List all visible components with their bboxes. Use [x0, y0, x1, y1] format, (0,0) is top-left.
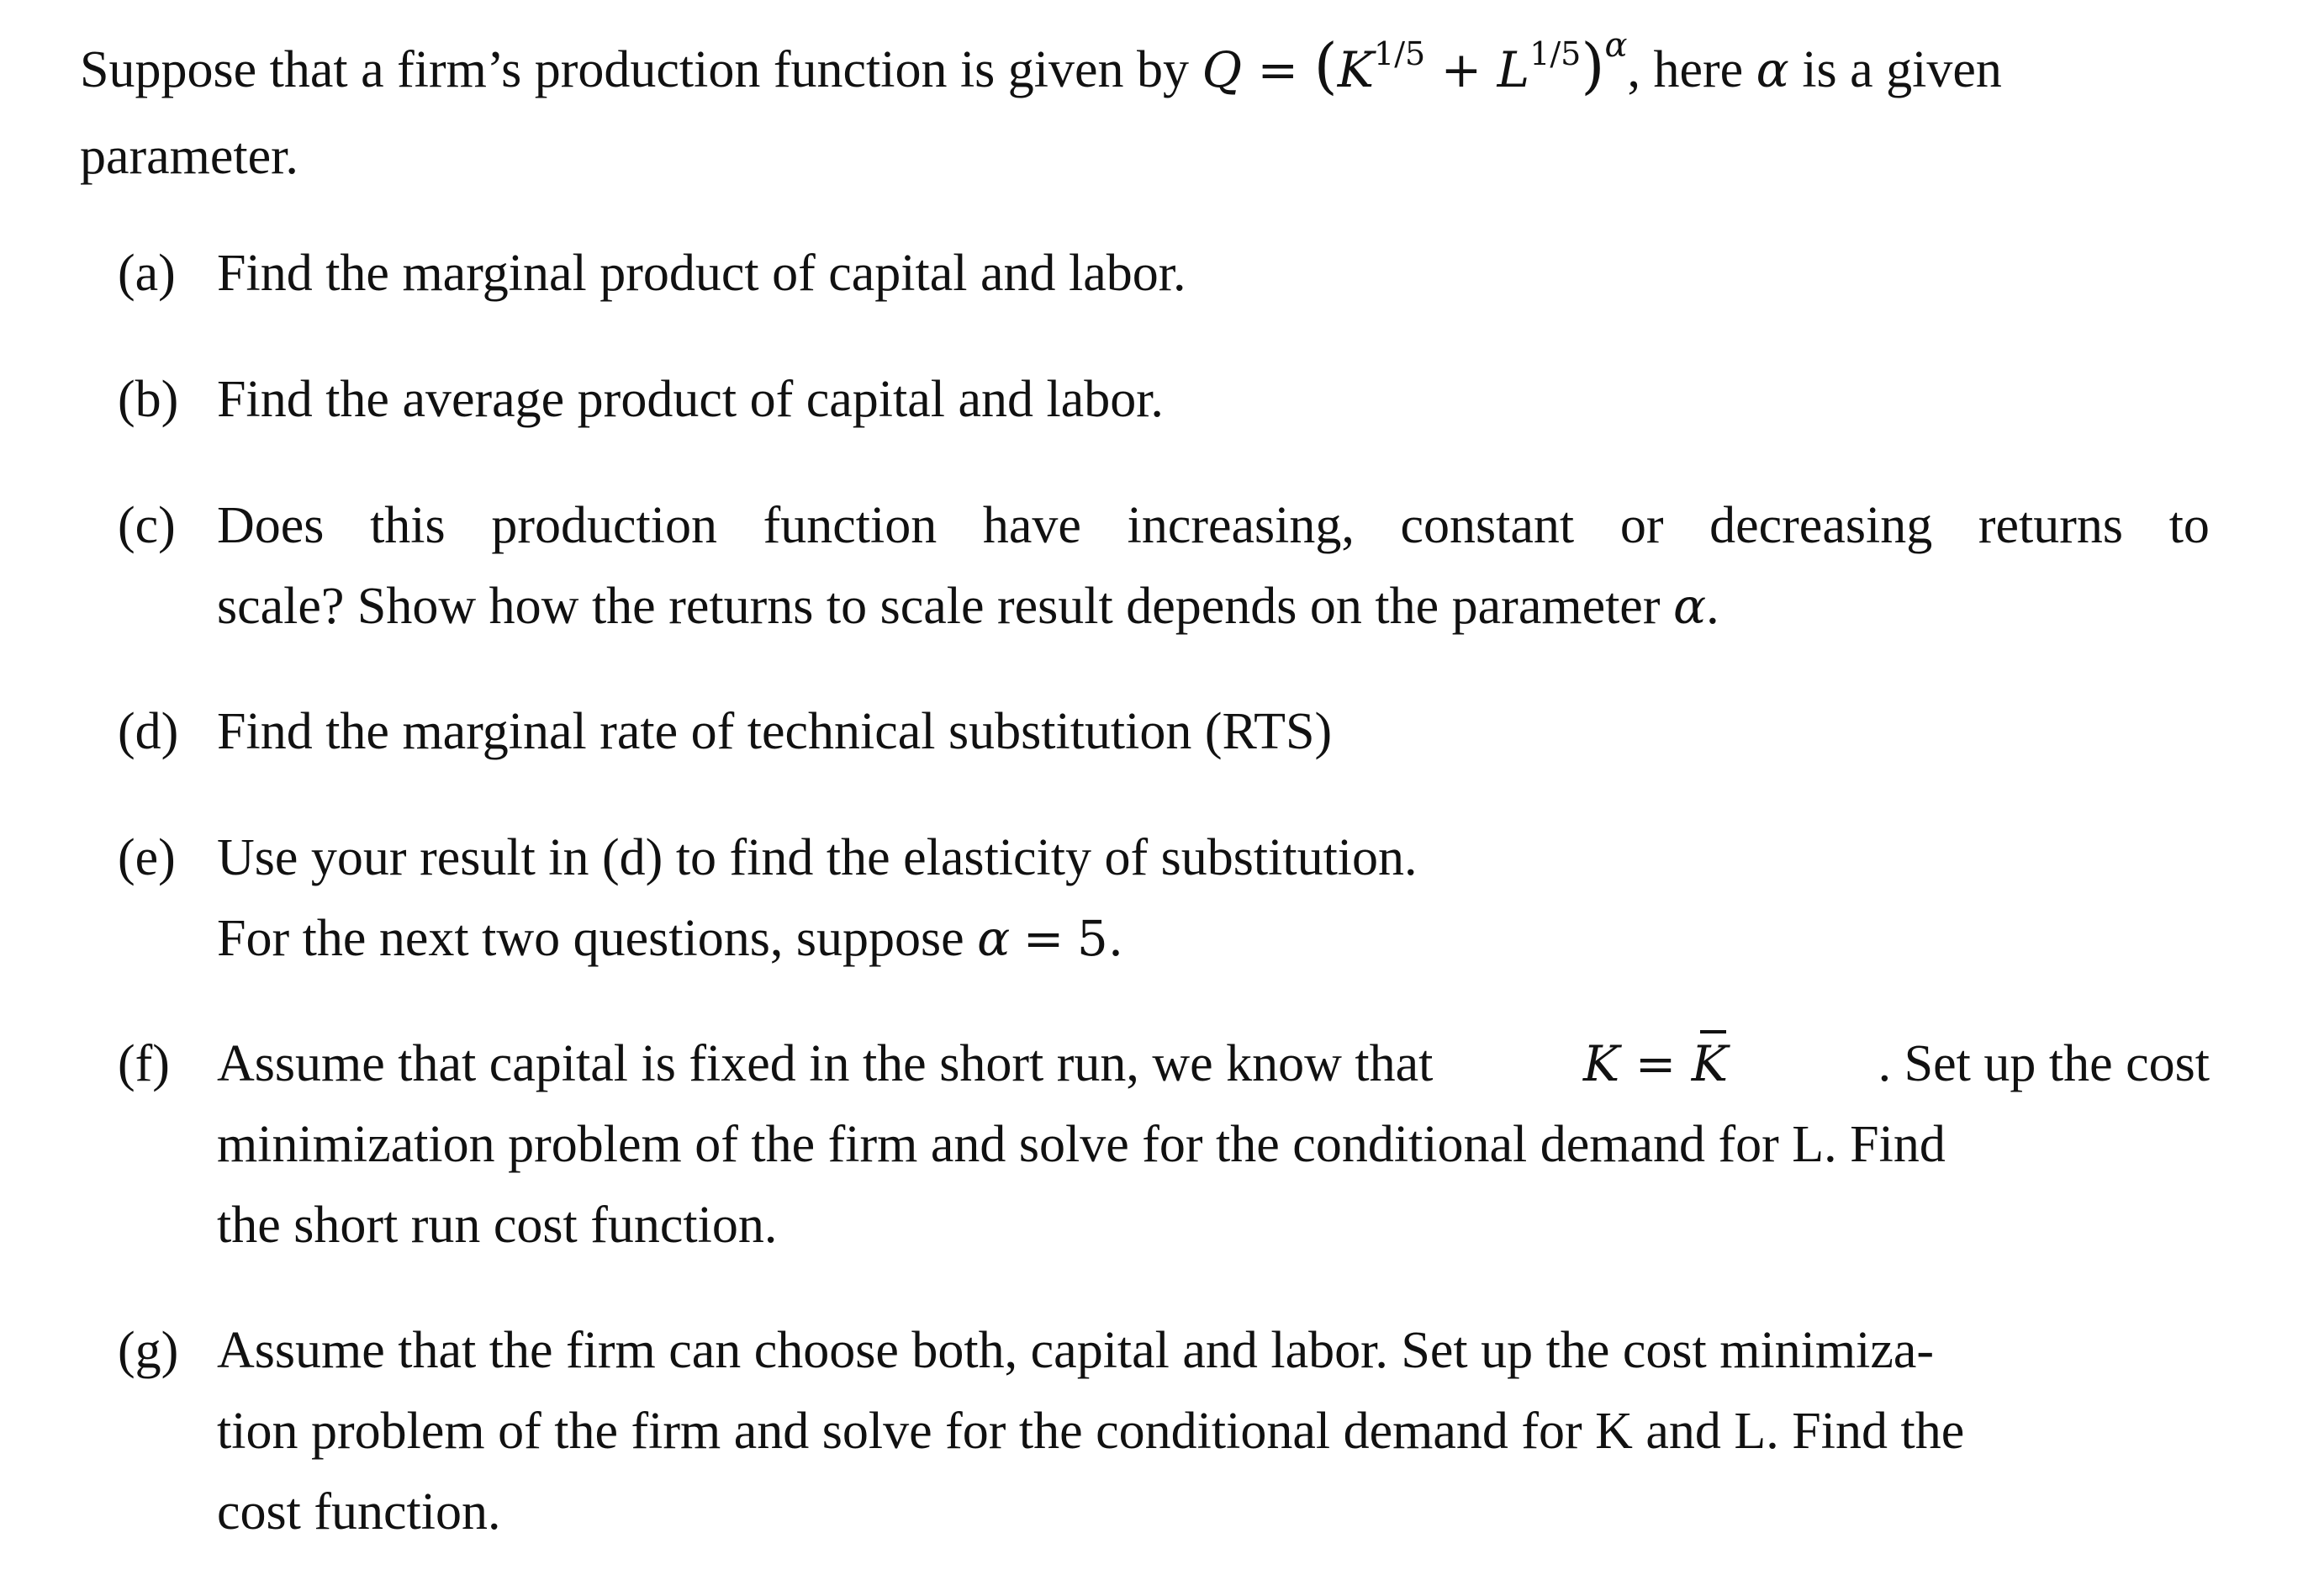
problem-intro	[80, 25, 2216, 197]
production-function-formula: $Q = (K^{1/5} + L^{1/5})^\alpha$	[1202, 26, 1628, 101]
alpha-symbol: α	[1756, 41, 1789, 98]
question-text-line-1: Assume that the firm can choose both, capital and labor. Set up the cost minimiza-	[217, 1322, 1935, 1379]
question-label: (c)	[118, 497, 176, 554]
question-text-line-1: Does this production function have increasing, constant or decreasing returns to	[217, 497, 2210, 554]
question-label: (b)	[118, 371, 179, 428]
fixed-capital-formula: K = K	[1583, 1023, 1728, 1104]
intro-text: Suppose that a firm’s production function is given by	[80, 41, 1190, 98]
intro-line-1: Suppose that a firm’s production function is given by $Q = (K^{1/5} + L^{1/5})^\alpha$, here α is a given	[80, 26, 2002, 101]
question-text-line-3: the short run cost function.	[217, 1197, 778, 1254]
question-label: (g)	[118, 1322, 179, 1379]
intro-line-2: parameter.	[80, 128, 298, 185]
question-text-line-1: Assume that capital is fixed in the short run, we know that K = K . Set up the cost	[217, 1023, 2210, 1104]
alpha-assumption-note: For the next two questions, suppose α = 5.	[217, 910, 1124, 967]
question-label: (e)	[118, 829, 176, 886]
question-label: (a)	[118, 245, 176, 302]
question-text-line-3: cost function.	[217, 1483, 501, 1541]
question-text: Find the average product of capital and labor.	[217, 371, 1164, 428]
question-label: (f)	[118, 1035, 170, 1092]
question-text-line-2: scale? Show how the returns to scale result depends on the parameter α.	[217, 578, 1719, 635]
question-text: Find the marginal product of capital and labor.	[217, 245, 1186, 302]
alpha-symbol: α	[1672, 578, 1707, 635]
alpha-symbol: α	[977, 910, 1011, 967]
question-text-line-2: minimization problem of the firm and solve for the conditional demand for L. Find	[217, 1116, 1946, 1173]
question-label: (d)	[118, 703, 179, 760]
question-text-line-2: tion problem of the firm and solve for the conditional demand for K and L. Find the	[217, 1403, 1965, 1460]
question-text: Use your result in (d) to find the elasticity of substitution.	[217, 829, 1418, 886]
k-bar-symbol: K	[1692, 1023, 1728, 1104]
question-text: Find the marginal rate of technical substitution (RTS)	[217, 703, 1333, 760]
